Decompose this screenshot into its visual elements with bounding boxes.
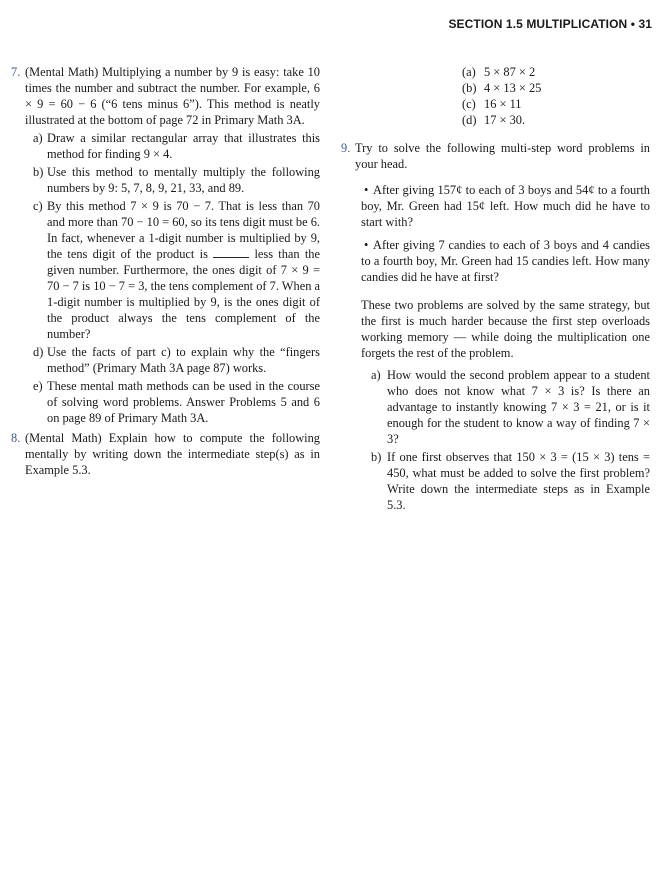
part-label: c) — [33, 199, 43, 213]
problem-7-part-d — [25, 344, 320, 376]
bullet-text: After giving 7 candies to each of 3 boys and 4 candies to a fourth boy, Mr. Green had 15 candies left. How many candies did he have at first? — [361, 238, 650, 284]
problem-7 — [12, 64, 320, 426]
bullet-icon: • — [364, 183, 369, 197]
part-label: e) — [33, 379, 43, 393]
answer-blank — [213, 247, 249, 258]
problem-9-part-a — [342, 367, 650, 447]
part-text: Use the facts of part c) to explain why the “fingers method” (Primary Math 3A page 87) works. — [47, 345, 320, 375]
bullet-item — [342, 237, 650, 285]
bullet-text: After giving 157¢ to each of 3 boys and 54¢ to a fourth boy, Mr. Green had 15¢ left. How much did he have to start with? — [361, 183, 650, 229]
left-column — [12, 64, 320, 478]
list-item — [462, 112, 650, 128]
problem-number: 8. — [11, 431, 21, 445]
part-text: less than the given number. Furthermore, the ones digit of 7 × 9 = 70 − 7 is 10 − 7 = 3, the tens complement of 7. When a 1-digit number is multiplied by 9, is the ones digit of the product always the tens complement of the number? — [47, 247, 320, 341]
part-label: a) — [33, 131, 43, 145]
part-text: Use this method to mentally multiply the following numbers by 9: 5, 7, 8, 9, 21, 33, and 89. — [47, 165, 320, 195]
problem-number: 9. — [341, 141, 351, 155]
problem-9-intro: Try to solve the following multi-step word problems in your head. — [355, 141, 650, 171]
list-item — [462, 64, 650, 80]
part-text: If one first observes that 150 × 3 = (15 × 3) tens = 450, what must be added to solve the first problem? Write down the intermediate steps as in Example 5.3. — [387, 450, 650, 512]
list-item — [462, 96, 650, 112]
part-text: How would the second problem appear to a student who does not know what 7 × 3 is? Is there an advantage to instantly knowing 7 × 3 = 21, or is it enough for the student to know a way of finding 7 × 3? — [387, 368, 650, 446]
item-label: (d) — [462, 113, 477, 127]
item-label: (c) — [462, 97, 476, 111]
item-expr: 4 × 13 × 25 — [484, 81, 542, 95]
part-label: d) — [33, 345, 44, 359]
item-expr: 5 × 87 × 2 — [484, 65, 536, 79]
bullet-icon: • — [364, 238, 369, 252]
problem-8-text: (Mental Math) Explain how to compute the following mentally by writing down the intermediate step(s) as in Example 5.3. — [25, 431, 320, 477]
part-label: b) — [371, 450, 382, 464]
problem-7-part-c — [25, 198, 320, 342]
item-expr: 17 × 30. — [484, 113, 526, 127]
running-head: SECTION 1.5 MULTIPLICATION • 31 — [448, 17, 652, 31]
item-label: (b) — [462, 81, 477, 95]
list-item — [462, 80, 650, 96]
problem-7-part-e — [25, 378, 320, 426]
problem-9 — [342, 140, 650, 172]
item-expr: 16 × 11 — [484, 97, 522, 111]
problem-8 — [12, 430, 320, 478]
problem-9-part-b — [342, 449, 650, 513]
bullet-item — [342, 182, 650, 230]
problem-8-items — [342, 64, 650, 128]
problem-number: 7. — [11, 65, 21, 79]
problem-7-part-a — [25, 130, 320, 162]
part-label: b) — [33, 165, 44, 179]
part-text: By this method 7 × 9 is 70 − 7. That is less than 70 and more than 70 − 10 = 60, so its tens digit must be 6. In fact, whenever a 1-digit number is multiplied by 9, the tens digit of the product is — [47, 199, 320, 261]
part-text: Draw a similar rectangular array that illustrates this method for finding 9 × 4. — [47, 131, 320, 161]
part-label: a) — [371, 368, 381, 382]
right-column — [342, 64, 650, 513]
problem-9-paragraph: These two problems are solved by the same strategy, but the first is much harder because the first step overloads working memory — while doing the multiplication one forgets the rest of the problem. — [361, 298, 650, 360]
part-text: These mental math methods can be used in the course of solving word problems. Answer Problems 5 and 6 on page 89 of Primary Math 3A. — [47, 379, 320, 425]
item-label: (a) — [462, 65, 476, 79]
problem-7-intro: (Mental Math) Multiplying a number by 9 is easy: take 10 times the number and subtract the number. For example, 6 × 9 = 60 − 6 (“6 tens minus 6”). This method is neatly illustrated at the bottom of page 72 in Primary Math 3A. — [25, 65, 320, 127]
problem-7-part-b — [25, 164, 320, 196]
